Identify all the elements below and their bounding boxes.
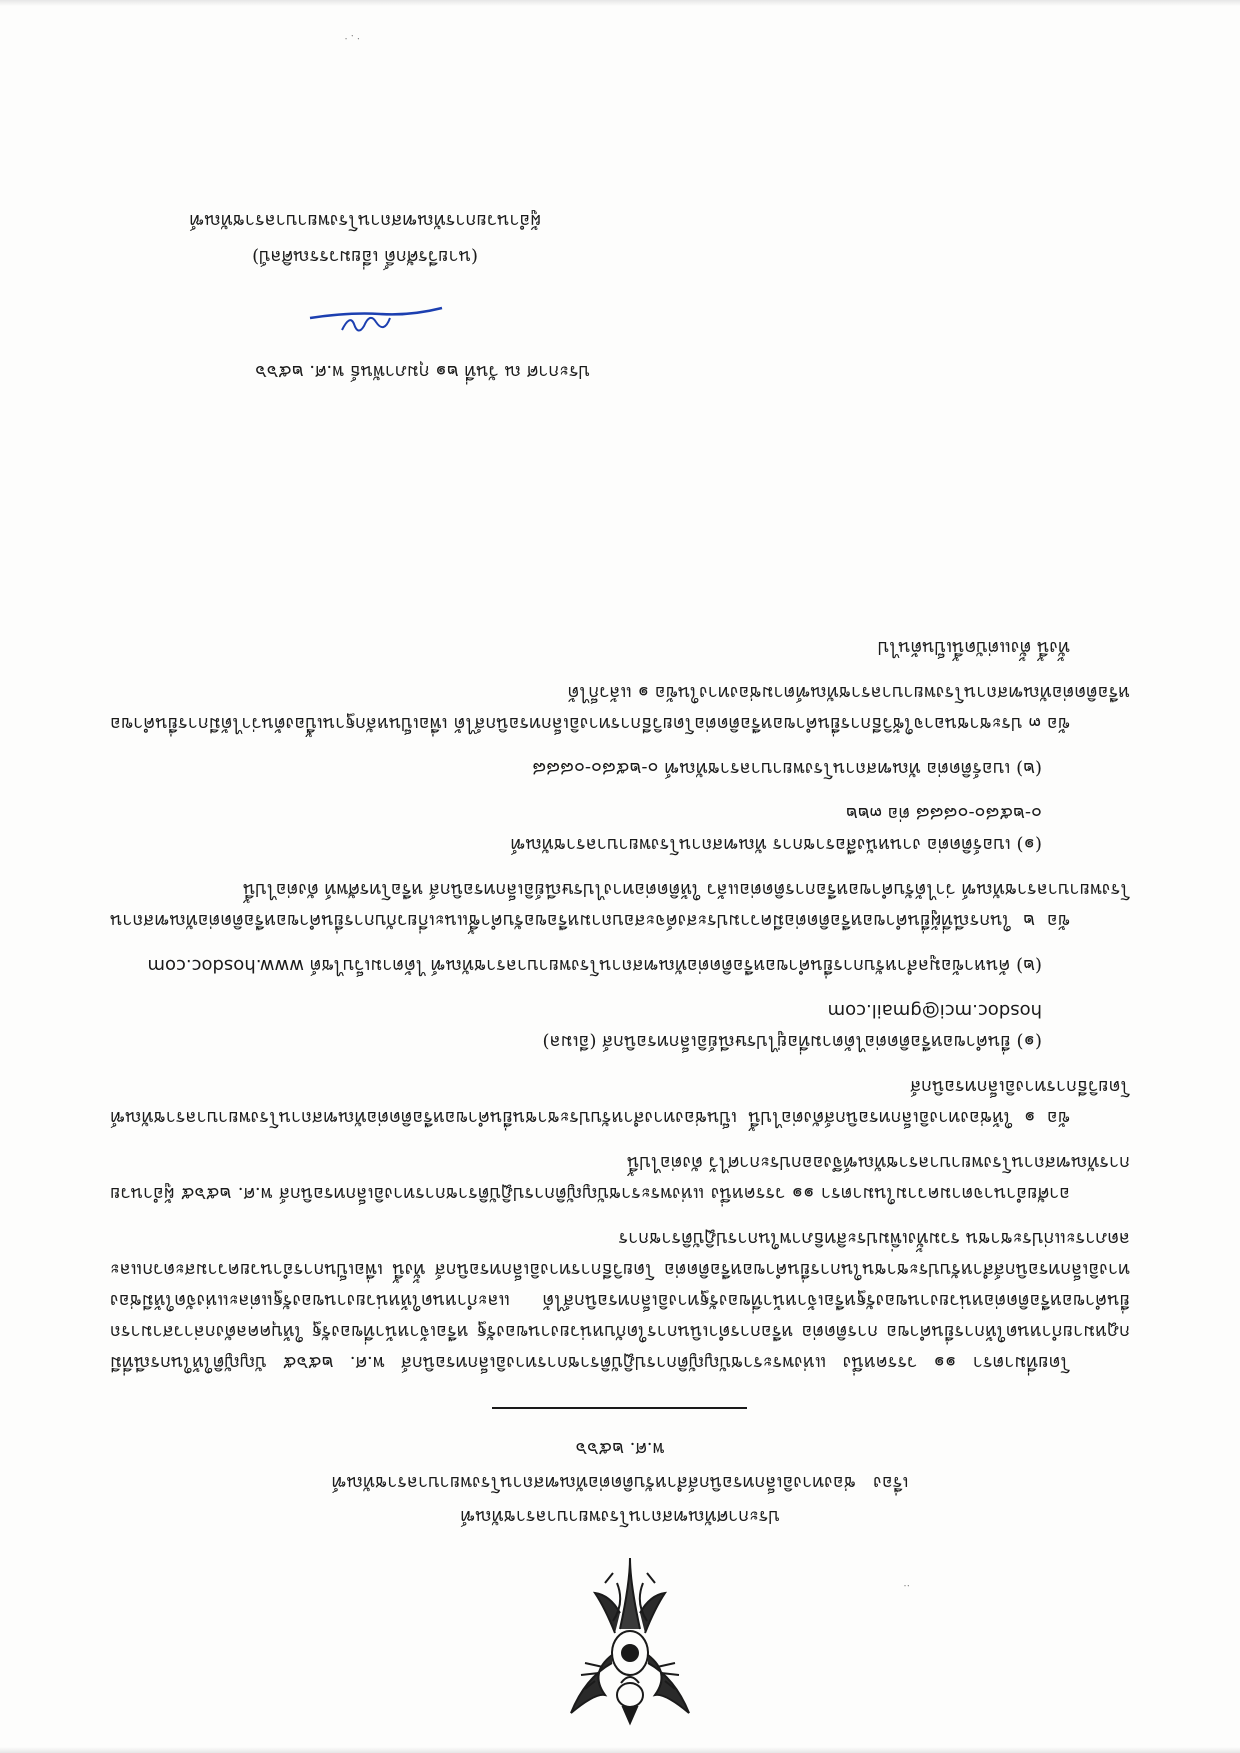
announcement-year: พ.ศ. ๒๕๖๖ — [575, 1438, 665, 1459]
announcement-title: ประกาศทัณฑสถานโรงพยาบาลราชทัณฑ์ — [460, 1506, 780, 1527]
signatory-name: (นายวีรศักดิ์ เอี่ยมวรรณศิลป์) — [252, 246, 478, 267]
preamble-paragraph: โดยที่มาตรา ๑๑ วรรคหนึ่ง แห่งพระราชบัญญัติการปฏิบัติราชการทางอิเล็กทรอนิกส์ พ.ศ. ๒๕๖๕ บัญญัติให้ในกรณีที่มีกฎหมายกำหนดให้การยื่นคำขอ การติดต่อ หรือการดำเนินการใดกับหน่วยงานของรัฐ หรือเจ้าหน้าที่ของรัฐ ให้บุคคลดังกล่าวสามารถยื่นคำขอหรือติดต่อหน่วยงานของรัฐหรือเจ้าหน้าที่ของรัฐทางอิเล็กทรอนิกส์ได้ และกำหนดให้หน่วยงานของรัฐแต่ละแห่งจัดให้มีช่องทางอิเล็กทรอนิกส์สำหรับประชาชนในการยื่นคำขอหรือติดต่อ โดยวิธีการทางอิเล็กทรอนิกส์ ทั้งนี้ เพื่อเป็นการอำนวยความสะดวกและลดภาระแก่ประชาชน รวมทั้งเพิ่มประสิทธิภาพในการปฏิบัติราชการ — [110, 1228, 1130, 1373]
announcement-date: ประกาศ ณ วันที่ ๒๑ กุมภาพันธ์ พ.ศ. ๒๕๖๖ — [255, 361, 590, 382]
clause-2-item-2: (๒) เบอร์ติดต่อ ทัณฑสถานโรงพยาบาลราชทัณฑ์ ๐-๒๕๘๐-๐๘๘๘ — [532, 758, 1042, 779]
subject-text: ช่องทางอิเล็กทรอนิกส์สำหรับติดต่อทัณฑสถานโรงพยาบาลราชทัณฑ์ — [331, 1472, 856, 1493]
clause-2-item-1 — [110, 798, 1130, 860]
scan-speck: ·.· — [341, 32, 360, 43]
signatory-position: ผู้อำนวยการทัณฑสถานโรงพยาบาลราชทัณฑ์ — [189, 210, 541, 231]
authority-paragraph: อาศัยอำนาจตามความในมาตรา ๑๑ วรรคหนึ่ง แห่งพระราชบัญญัติการปฏิบัติราชการทางอิเล็กทรอนิกส์ พ.ศ. ๒๕๖๕ ผู้อำนวยการทัณฑสถานโรงพยาบาลราชทัณฑ์จึงออกประกาศไว้ ดังต่อไปนี้ — [110, 1152, 1130, 1204]
header-divider — [493, 1407, 748, 1409]
clause-2-item-1-label: (๑) เบอร์ติดต่อ งานหนังสือราชการ ทัณฑสถานโรงพยาบาลราชทัณฑ์ — [510, 834, 1042, 855]
scan-edge-top — [0, 1747, 1240, 1753]
website-link[interactable]: www.hosdoc.com — [147, 955, 304, 976]
clause-1-item-1-text: (๑) ยื่นคำขอหรือติดต่อได้ตามที่อยู่ไปรษณีย์อิเล็กทรอนิกส์ (อีเมล) — [542, 1031, 1042, 1052]
clause-2: ข้อ ๒ ในกรณีที่ผู้ยื่นคำขอหรือติดต่อมีความประสงค์จะสอบถามหรือขอรับคำชี้แนะเกี่ยวกับการยื่นคำขอหรือติดต่อทัณฑสถานโรงพยาบาลราชทัณฑ์ ว่าได้รับคำขอหรือการติดต่อแล้ว ให้ติดต่อทางไปรษณีย์อิเล็กทรอนิกส์ หรือโทรศัพท์ ดังต่อไปนี้ — [110, 879, 1130, 931]
announcement-header — [0, 1407, 1240, 1533]
announcement-subject — [331, 1465, 908, 1499]
clause-1-item-2 — [110, 950, 1130, 981]
scan-speck: ‥ — [900, 1582, 910, 1593]
effective-statement: ทั้งนี้ ตั้งแต่บัดนี้เป็นต้นไป — [877, 637, 1070, 658]
garuda-emblem-icon — [565, 1548, 695, 1733]
contact-email-link[interactable]: hosdoc.mci@gmail.com — [827, 1000, 1042, 1021]
clause-3: ข้อ ๓ ประชาชนอาจใช้วิธีการยื่นคำขอหรือติดต่อโดยวิธีการทางอิเล็กทรอนิกส์ได้ เพื่อเป็นหลักฐานเบื้องต้นว่าได้มีการยื่นคำขอหรือติดต่อทัณฑสถานโรงพยาบาลราชทัณฑ์ตามช่องทางในข้อ ๑ แล้วก็ได้ — [110, 682, 1130, 734]
subject-prefix: เรื่อง — [873, 1472, 909, 1493]
clause-2-item-1-phone: ๐-๒๕๘๐-๐๘๘๘ ต่อ ๓๒๒ — [845, 803, 1042, 824]
handwritten-signature-icon — [300, 288, 450, 348]
clause-1: ข้อ ๑ ให้ช่องทางอิเล็กทรอนิกส์ดังต่อไปนี้ เป็นช่องทางสำหรับประชาชนยื่นคำขอหรือติดต่อทัณฑสถานโรงพยาบาลราชทัณฑ์ โดยวิธีการทางอิเล็กทรอนิกส์ — [110, 1076, 1130, 1128]
scan-edge-bottom — [0, 0, 1240, 6]
announcement-body — [110, 618, 1130, 1378]
clause-1-item-1 — [110, 995, 1130, 1057]
clause-1-item-2-text: (๒) ค้นหาข้อมูลสำหรับการยื่นคำขอหรือติดต่อทัณฑสถานโรงพยาบาลราชทัณฑ์ ได้ตามเว็บไซต์ — [309, 955, 1042, 976]
